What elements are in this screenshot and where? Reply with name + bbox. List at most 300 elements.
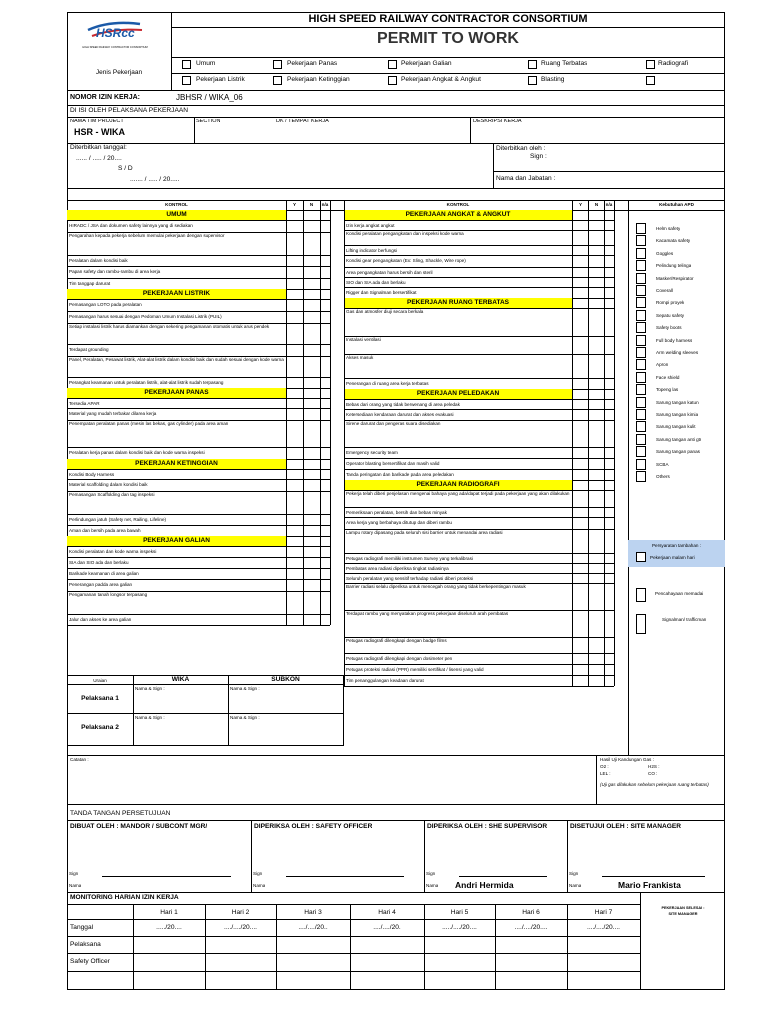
- checklist-cell-cy[interactable]: [572, 490, 589, 507]
- checklist-cell-cna[interactable]: [604, 378, 614, 389]
- monitoring-day: Hari 6: [522, 909, 540, 916]
- checklist-item: Barrier radiasi selalu diperiksa untuk mencegah orang yang tidak berkepentingan masuk: [346, 584, 526, 589]
- checklist-cell-cy[interactable]: [572, 664, 589, 675]
- checklist-cell-cna[interactable]: [320, 408, 330, 420]
- monitoring-row-label: Safety Officer: [70, 958, 110, 965]
- checklist-cell-cy[interactable]: [572, 354, 589, 378]
- checklist-cell-cna[interactable]: [320, 299, 330, 311]
- checklist-cell-cna[interactable]: [604, 507, 614, 517]
- gas-co[interactable]: CO :: [648, 771, 658, 776]
- checklist-cell-cn[interactable]: [303, 255, 320, 266]
- checklist-cell-cy[interactable]: [286, 356, 303, 377]
- checklist-cell-cy[interactable]: [286, 591, 303, 614]
- checklist-cell-cn[interactable]: [303, 557, 320, 568]
- monitoring-row-label: Pelaksana: [70, 941, 101, 948]
- monitoring-day: Hari 7: [594, 909, 613, 916]
- checklist-cell-cn[interactable]: [303, 311, 320, 323]
- checklist-item: Kondisi gear pengangkatan (Ex: Sling, Shackle, Wire rope): [346, 257, 466, 263]
- checklist-cell-cy[interactable]: [572, 675, 589, 686]
- checklist-item: Barikade keamanan di area galian: [69, 570, 139, 576]
- checklist-cell-cn[interactable]: [303, 614, 320, 625]
- checklist-cell-cna[interactable]: [604, 277, 614, 287]
- checklist-item: Izin kerja angkat angkut: [346, 222, 395, 228]
- ttd-sign-line[interactable]: [286, 876, 404, 877]
- checklist-cell-cn[interactable]: [303, 377, 320, 388]
- checklist-cell-cna[interactable]: [320, 447, 330, 459]
- apd-checkbox[interactable]: [636, 471, 646, 482]
- checklist-item: Petugas proteksi radiasi (PPR) memiliki sertifikat / lisensi yang valid: [346, 666, 484, 672]
- checklist-cell-cna[interactable]: [320, 377, 330, 388]
- pelaksana-row-label: Pelaksana 1: [81, 695, 119, 702]
- checklist-cell-cn[interactable]: [588, 653, 605, 664]
- checklist-cell-cy[interactable]: [572, 529, 589, 553]
- monitoring-date[interactable]: ..../..../20....: [224, 924, 257, 931]
- checklist-item: Jalur dan akses ke area galian: [69, 616, 132, 622]
- checklist-cell-cy[interactable]: [286, 546, 303, 557]
- y-header: Y: [292, 202, 297, 207]
- section-header: PEKERJAAN GALIAN: [67, 536, 286, 546]
- checklist-cell-cna[interactable]: [320, 546, 330, 557]
- apd-item: Goggles: [656, 250, 674, 256]
- checklist-cell-cna[interactable]: [320, 311, 330, 323]
- checklist-cell-cy[interactable]: [286, 525, 303, 536]
- checklist-cell-cna[interactable]: [320, 255, 330, 266]
- gas-h2s[interactable]: H2S :: [648, 764, 660, 769]
- checklist-cell-cna[interactable]: [320, 525, 330, 536]
- gas-note: (Uji gas dilakukan sebelum pekerjaan ruang terbatas): [600, 782, 709, 787]
- checklist-cell-cn[interactable]: [303, 568, 320, 579]
- checklist-item: HIRADC / JSA dan dokumen safety lainnya yang di sediakan: [69, 222, 193, 228]
- checklist-cell-cn[interactable]: [588, 336, 605, 354]
- persyaratan-title: Persyaratan tambahan :: [651, 543, 702, 548]
- jenis-checkbox[interactable]: [646, 60, 655, 69]
- dk-label: DK / TEMPAT KERJA: [276, 119, 329, 124]
- ttd-sign-label: Sign: [426, 871, 436, 876]
- checklist-cell-cn[interactable]: [303, 278, 320, 289]
- checklist-cell-cy[interactable]: [572, 277, 589, 287]
- apd-checkbox[interactable]: [636, 434, 646, 445]
- date-to[interactable]: ....... / ..... / 20.....: [130, 176, 180, 183]
- diterbitkan-oleh-label: Diterbitkan oleh :: [496, 145, 546, 152]
- checklist-cell-cy[interactable]: [572, 245, 589, 255]
- checklist-cell-cna[interactable]: [604, 583, 614, 610]
- checklist-item: Instalasi ventilasi: [346, 337, 381, 342]
- apd-checkbox[interactable]: [636, 421, 646, 432]
- checklist-cell-cn[interactable]: [588, 287, 605, 298]
- checklist-cell-cy[interactable]: [286, 420, 303, 447]
- checklist-item: Peralatan kerja panas dalam kondisi baik dan kode warna inspeksi: [69, 449, 205, 455]
- gas-lel[interactable]: LEL :: [600, 771, 611, 776]
- apd-checkbox[interactable]: [636, 297, 646, 308]
- checklist-cell-cy[interactable]: [572, 230, 589, 245]
- checklist-cell-cn[interactable]: [303, 344, 320, 356]
- checklist-cell-cn[interactable]: [303, 514, 320, 525]
- checklist-cell-cna[interactable]: [604, 529, 614, 553]
- jenis-checkbox[interactable]: [388, 60, 397, 69]
- page-title: PERMIT TO WORK: [377, 30, 519, 47]
- checklist-cell-cna[interactable]: [604, 287, 614, 298]
- monitoring-date[interactable]: ..../..../20....: [587, 924, 620, 931]
- apd-checkbox[interactable]: [636, 446, 646, 457]
- checklist-cell-cna[interactable]: [320, 266, 330, 278]
- jenis-option-label: Pekerjaan Angkat & Angkut: [401, 76, 481, 83]
- checklist-cell-cn[interactable]: [303, 398, 320, 408]
- section-header: PEKERJAAN KETINGGIAN: [67, 459, 286, 469]
- date-from[interactable]: ...... / ..... / 20....: [76, 155, 122, 162]
- checklist-cell-cna[interactable]: [604, 255, 614, 267]
- checklist-cell-cn[interactable]: [588, 230, 605, 245]
- checklist-cell-cn[interactable]: [588, 583, 605, 610]
- checklist-cell-cy[interactable]: [286, 278, 303, 289]
- checklist-cell-cy[interactable]: [286, 255, 303, 266]
- checklist-cell-cn[interactable]: [588, 469, 605, 480]
- apd-checkbox[interactable]: [636, 285, 646, 296]
- jenis-checkbox[interactable]: [182, 60, 191, 69]
- checklist-cell-cn[interactable]: [588, 308, 605, 336]
- checklist-cell-cy[interactable]: [286, 398, 303, 408]
- kontrol-header: KONTROL: [446, 202, 470, 207]
- checklist-cell-cy[interactable]: [286, 344, 303, 356]
- checklist-item: Peralatan dalam kondisi baik: [69, 257, 128, 263]
- checklist-cell-cn[interactable]: [588, 458, 605, 469]
- checklist-cell-cna[interactable]: [604, 420, 614, 447]
- checklist-cell-cn[interactable]: [303, 546, 320, 557]
- persyaratan-checkbox[interactable]: [636, 552, 646, 562]
- checklist-cell-cna[interactable]: [604, 573, 614, 583]
- nama-tim-value[interactable]: HSR - WIKA: [74, 127, 125, 137]
- checklist-cell-cn[interactable]: [588, 553, 605, 563]
- apd-checkbox[interactable]: [636, 397, 646, 408]
- ttd-sign-line[interactable]: [602, 876, 705, 877]
- checklist-cell-cn[interactable]: [303, 525, 320, 536]
- checklist-cell-cna[interactable]: [604, 563, 614, 573]
- pekerjaan-selesai-label: PEKERJAAN SELESAI :: [661, 906, 705, 910]
- checklist-cell-cy[interactable]: [572, 517, 589, 529]
- checklist-item: Perangkat keamanan untuk peralatan listrik, alat-alat listrik sudah terpasang: [69, 379, 224, 385]
- permit-value[interactable]: JBHSR / WIKA_06: [176, 93, 243, 102]
- checklist-cell-cna[interactable]: [604, 664, 614, 675]
- checklist-cell-cna[interactable]: [604, 447, 614, 458]
- checklist-cell-cy[interactable]: [286, 614, 303, 625]
- checklist-cell-cy[interactable]: [286, 557, 303, 568]
- jenis-checkbox[interactable]: [528, 60, 537, 69]
- checklist-cell-cn[interactable]: [588, 267, 605, 277]
- checklist-item: Terdapat rambu yang menyatakan progress pekerjaan diseluruh arah pembatas: [346, 611, 509, 616]
- apd-item: Topeng las: [656, 387, 679, 393]
- n-header: N: [594, 202, 599, 207]
- checklist-cell-cna[interactable]: [604, 675, 614, 686]
- checklist-item: Pembatas area radiasi diperiksa tingkat radiasinya: [346, 565, 449, 571]
- checklist-cell-cna[interactable]: [320, 278, 330, 289]
- checklist-item: Pemasangan Scaffolding dan tag inspeksi: [69, 492, 155, 497]
- monitoring-title: MONITORING HARIAN IZIN KERJA: [70, 894, 179, 901]
- jenis-checkbox[interactable]: [273, 60, 282, 69]
- checklist-cell-cy[interactable]: [286, 220, 303, 232]
- checklist-cell-cy[interactable]: [572, 420, 589, 447]
- checklist-cell-cy[interactable]: [286, 491, 303, 514]
- persyaratan-checkbox[interactable]: [636, 614, 646, 634]
- persyaratan-checkbox[interactable]: [636, 588, 646, 602]
- checklist-cell-cna[interactable]: [320, 356, 330, 377]
- checklist-item: Kondisi Body Harness: [69, 471, 115, 477]
- apd-checkbox[interactable]: [636, 409, 646, 420]
- ttd-column-title: DIBUAT OLEH : MANDOR / SUBCONT MGR/: [70, 823, 208, 830]
- checklist-item: SIA dan SIO ada dan berlaku: [69, 559, 129, 565]
- checklist-cell-cn[interactable]: [588, 529, 605, 553]
- checklist-cell-cy[interactable]: [286, 568, 303, 579]
- checklist-cell-cn[interactable]: [303, 479, 320, 491]
- checklist-cell-cn[interactable]: [588, 573, 605, 583]
- checklist-cell-cn[interactable]: [303, 323, 320, 344]
- checklist-cell-cy[interactable]: [572, 336, 589, 354]
- checklist-item: Area pengangkatan harus bersih dan steril: [346, 269, 433, 275]
- checklist-cell-cn[interactable]: [588, 220, 605, 230]
- checklist-cell-cy[interactable]: [572, 399, 589, 409]
- apd-checkbox[interactable]: [636, 273, 646, 284]
- ttd-nama-label: Nama: [426, 883, 439, 888]
- subkon-nama-sign[interactable]: Nama & Sign :: [230, 715, 260, 720]
- checklist-cell-cn[interactable]: [303, 591, 320, 614]
- logo: [80, 18, 160, 52]
- checklist-cell-cy[interactable]: [572, 220, 589, 230]
- checklist-cell-cn[interactable]: [588, 664, 605, 675]
- apd-checkbox[interactable]: [636, 310, 646, 321]
- checklist-cell-cna[interactable]: [320, 232, 330, 255]
- checklist-cell-cn[interactable]: [303, 220, 320, 232]
- checklist-cell-cy[interactable]: [286, 469, 303, 479]
- checklist-cell-cna[interactable]: [604, 245, 614, 255]
- checklist-cell-cy[interactable]: [572, 255, 589, 267]
- ttd-nama-label: Nama: [569, 883, 582, 888]
- ttd-name-she: Andri Hermida: [455, 880, 514, 890]
- checklist-cell-cna[interactable]: [604, 653, 614, 664]
- monitoring-date[interactable]: ..../..../20....: [514, 924, 548, 931]
- checklist-cell-cna[interactable]: [604, 458, 614, 469]
- checklist-cell-cy[interactable]: [286, 408, 303, 420]
- wika-nama-sign[interactable]: Nama & Sign :: [135, 686, 165, 691]
- apd-item: Arm welding sleeves: [656, 350, 699, 355]
- checklist-item: Tim tanggap darurat: [69, 280, 111, 286]
- checklist-cell-cn[interactable]: [588, 420, 605, 447]
- checklist-cell-cna[interactable]: [320, 220, 330, 232]
- monitoring-date[interactable]: ...../..../20....: [442, 924, 477, 931]
- checklist-cell-cn[interactable]: [303, 299, 320, 311]
- gas-o2[interactable]: O2 :: [600, 764, 609, 769]
- checklist-cell-cn[interactable]: [588, 354, 605, 378]
- checklist-cell-cy[interactable]: [572, 447, 589, 458]
- checklist-cell-cna[interactable]: [604, 409, 614, 420]
- checklist-cell-cn[interactable]: [588, 517, 605, 529]
- checklist-cell-cna[interactable]: [604, 267, 614, 277]
- checklist-cell-cna[interactable]: [604, 399, 614, 409]
- checklist-cell-cna[interactable]: [320, 557, 330, 568]
- checklist-cell-cna[interactable]: [604, 490, 614, 507]
- apd-item: Others: [656, 474, 670, 479]
- persyaratan-item: Pencahayaan memadai: [655, 591, 704, 596]
- checklist-cell-cna[interactable]: [604, 230, 614, 245]
- checklist-item: Emergency security team: [346, 449, 398, 455]
- checklist-cell-cna[interactable]: [604, 517, 614, 529]
- ttd-sign-line[interactable]: [102, 876, 231, 877]
- section-header: PEKERJAAN RUANG TERBATAS: [344, 298, 572, 308]
- apd-checkbox[interactable]: [636, 248, 646, 259]
- checklist-cell-cna[interactable]: [604, 637, 614, 653]
- apd-checkbox[interactable]: [636, 223, 646, 234]
- monitoring-date[interactable]: ...../20....: [156, 924, 182, 931]
- jenis-checkbox[interactable]: [273, 76, 282, 85]
- jenis-checkbox[interactable]: [182, 76, 191, 85]
- checklist-item: Terdapat grounding: [69, 346, 109, 352]
- checklist-cell-cy[interactable]: [286, 579, 303, 591]
- checklist-cell-cn[interactable]: [588, 409, 605, 420]
- checklist-cell-cn[interactable]: [588, 507, 605, 517]
- subkon-nama-sign[interactable]: Nama & Sign :: [230, 686, 260, 691]
- checklist-cell-cna[interactable]: [604, 308, 614, 336]
- checklist-cell-cna[interactable]: [604, 354, 614, 378]
- checklist-cell-cna[interactable]: [604, 553, 614, 563]
- checklist-item: Pemasangan harus sesuai dengan Pedoman Umum Instalasi Listrik (PUIL): [69, 313, 222, 319]
- checklist-cell-cn[interactable]: [588, 399, 605, 409]
- apd-checkbox[interactable]: [636, 459, 646, 470]
- checklist-item: Penempatan peralatan panas (mesin las bekas, gas cylinder) pada area aman: [69, 421, 229, 426]
- checklist-cell-cy[interactable]: [572, 308, 589, 336]
- checklist-item: Seluruh peralatan yang sensitif terhadap radiasi diberi proteksi: [346, 575, 474, 581]
- checklist-cell-cn[interactable]: [588, 490, 605, 507]
- checklist-cell-cy[interactable]: [286, 299, 303, 311]
- checklist-cell-cn[interactable]: [303, 420, 320, 447]
- checklist-cell-cn[interactable]: [588, 277, 605, 287]
- ttd-nama-label: Nama: [69, 883, 82, 888]
- checklist-item: Lifting indicator berfungsi: [346, 247, 398, 253]
- apd-item: Full body harness: [656, 337, 693, 343]
- checklist-cell-cna[interactable]: [320, 614, 330, 625]
- checklist-cell-cy[interactable]: [286, 311, 303, 323]
- checklist-cell-cn[interactable]: [303, 356, 320, 377]
- checklist-cell-cna[interactable]: [320, 398, 330, 408]
- apd-item: Rompi proyek: [656, 300, 685, 306]
- pelaksana-row-label: Pelaksana 2: [81, 724, 119, 731]
- checklist-cell-cna[interactable]: [320, 491, 330, 514]
- monitoring-day: Hari 4: [378, 909, 396, 916]
- checklist-cell-cn[interactable]: [303, 447, 320, 459]
- checklist-cell-cy[interactable]: [572, 653, 589, 664]
- apd-checkbox[interactable]: [636, 359, 646, 370]
- ttd-sign-line[interactable]: [459, 876, 547, 877]
- checklist-cell-cn[interactable]: [588, 447, 605, 458]
- wika-nama-sign[interactable]: Nama & Sign :: [135, 715, 165, 720]
- monitoring-date[interactable]: ..../..../20..: [298, 924, 328, 931]
- jenis-checkbox[interactable]: [528, 76, 537, 85]
- checklist-cell-cy[interactable]: [572, 458, 589, 469]
- checklist-cell-cy[interactable]: [572, 583, 589, 610]
- checklist-cell-cy[interactable]: [572, 287, 589, 298]
- deskripsi-label: DESKRIPSI KERJA: [473, 119, 522, 124]
- uraian-header: Uraian: [93, 678, 107, 683]
- checklist-cell-cy[interactable]: [286, 323, 303, 344]
- checklist-cell-cna[interactable]: [320, 344, 330, 356]
- checklist-cell-cy[interactable]: [572, 409, 589, 420]
- checklist-item: Papan safety dan rambu-rambu di area kerja: [69, 268, 161, 274]
- checklist-cell-cna[interactable]: [320, 420, 330, 447]
- checklist-cell-cn[interactable]: [588, 245, 605, 255]
- checklist-cell-cn[interactable]: [303, 579, 320, 591]
- checklist-cell-cna[interactable]: [604, 610, 614, 637]
- checklist-cell-cn[interactable]: [303, 266, 320, 278]
- checklist-cell-cna[interactable]: [320, 591, 330, 614]
- checklist-cell-cna[interactable]: [320, 323, 330, 344]
- checklist-cell-cn[interactable]: [303, 408, 320, 420]
- apd-checkbox[interactable]: [636, 235, 646, 246]
- monitoring-day: Hari 2: [231, 909, 250, 916]
- checklist-item: Tersedia APAR: [69, 400, 100, 406]
- apd-item: Sarung tangan anti gtr: [656, 436, 702, 442]
- checklist-cell-cn[interactable]: [588, 563, 605, 573]
- checklist-item: Operator blasting bersertifikat dan masih valid: [346, 460, 440, 466]
- checklist-cell-cna[interactable]: [604, 469, 614, 480]
- checklist-cell-cy[interactable]: [572, 267, 589, 277]
- apd-checkbox[interactable]: [636, 260, 646, 271]
- checklist-cell-cn[interactable]: [588, 378, 605, 389]
- checklist-cell-cy[interactable]: [572, 610, 589, 637]
- checklist-cell-cy[interactable]: [286, 479, 303, 491]
- apd-item: Pelindung telinga: [656, 263, 692, 269]
- checklist-cell-cy[interactable]: [572, 507, 589, 517]
- checklist-cell-cy[interactable]: [286, 266, 303, 278]
- checklist-cell-cy[interactable]: [286, 514, 303, 525]
- checklist-cell-cna[interactable]: [320, 469, 330, 479]
- checklist-cell-cna[interactable]: [320, 479, 330, 491]
- checklist-item: Kondisi peralatan pengangkatan dan inspeksi kode warna: [346, 231, 464, 236]
- checklist-cell-cy[interactable]: [286, 447, 303, 459]
- checklist-cell-cn[interactable]: [588, 637, 605, 653]
- checklist-cell-cy[interactable]: [286, 232, 303, 255]
- checklist-cell-cna[interactable]: [320, 579, 330, 591]
- apd-checkbox[interactable]: [636, 322, 646, 333]
- checklist-cell-cn[interactable]: [588, 610, 605, 637]
- jenis-option-label: Radiografi: [658, 60, 689, 67]
- checklist-cell-cna[interactable]: [320, 568, 330, 579]
- checklist-cell-cna[interactable]: [320, 514, 330, 525]
- checklist-cell-cy[interactable]: [572, 469, 589, 480]
- monitoring-date[interactable]: ..../..../20.: [373, 924, 401, 931]
- checklist-cell-cn[interactable]: [303, 491, 320, 514]
- checklist-cell-cn[interactable]: [588, 675, 605, 686]
- checklist-cell-cna[interactable]: [604, 220, 614, 230]
- checklist-cell-cn[interactable]: [588, 255, 605, 267]
- jenis-checkbox[interactable]: [388, 76, 397, 85]
- checklist-cell-cy[interactable]: [572, 563, 589, 573]
- checklist-item: Akses masuk: [346, 355, 374, 360]
- jenis-checkbox[interactable]: [646, 76, 655, 85]
- checklist-cell-cna[interactable]: [604, 336, 614, 354]
- checklist-cell-cn[interactable]: [303, 469, 320, 479]
- checklist-cell-cn[interactable]: [303, 232, 320, 255]
- checklist-cell-cy[interactable]: [572, 573, 589, 583]
- checklist-item: Setiap instalasi listrik harus diamankan dengan sekering pengamanan otomatis untuk arus pendek: [69, 324, 270, 329]
- checklist-item: Aman dan bersih pada area bawah: [69, 527, 141, 533]
- apd-checkbox[interactable]: [636, 372, 646, 383]
- ttd-sign-label: Sign: [253, 871, 263, 876]
- apd-checkbox[interactable]: [636, 347, 646, 358]
- apd-checkbox[interactable]: [636, 384, 646, 395]
- checklist-cell-cy[interactable]: [572, 553, 589, 563]
- checklist-cell-cy[interactable]: [286, 377, 303, 388]
- checklist-item: Tim penanggulangan keadaan darurat: [346, 677, 424, 683]
- apd-item: Safety boots: [656, 325, 682, 331]
- apd-checkbox[interactable]: [636, 335, 646, 346]
- checklist-cell-cy[interactable]: [572, 378, 589, 389]
- checklist-cell-cy[interactable]: [572, 637, 589, 653]
